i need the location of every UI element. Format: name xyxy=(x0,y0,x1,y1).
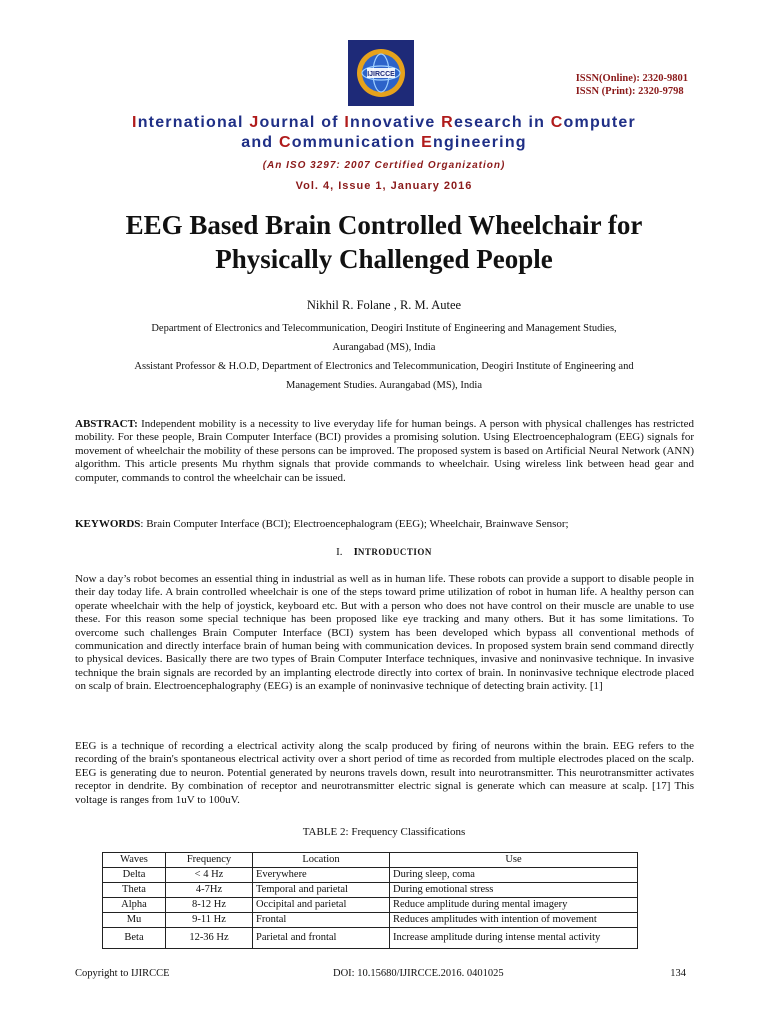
table-cell: Alpha xyxy=(103,898,166,913)
table-header-row xyxy=(103,853,638,868)
certification-line: (An ISO 3297: 2007 Certified Organization) xyxy=(262,160,506,171)
footer-copyright: Copyright to IJIRCCE xyxy=(75,968,170,979)
table-cell: Reduces amplitudes with intention of movement xyxy=(390,913,638,928)
issn-block xyxy=(576,72,688,98)
affiliation-1-line2: Aurangabad (MS), India xyxy=(332,342,436,353)
table-cell: During emotional stress xyxy=(390,883,638,898)
paper-title xyxy=(0,208,768,276)
affiliation-1-line1: Department of Electronics and Telecommunication, Deogiri Institute of Engineering and Management Studies, xyxy=(151,323,617,334)
table-cell: Theta xyxy=(103,883,166,898)
table-cell: Occipital and parietal xyxy=(253,898,390,913)
table-cell: Reduce amplitude during mental imagery xyxy=(390,898,638,913)
table-cell: Temporal and parietal xyxy=(253,883,390,898)
section-title-rest: NTRODUCTION xyxy=(357,547,432,557)
keywords xyxy=(75,518,694,531)
introduction-paragraph-2: EEG is a technique of recording a electrical activity along the scalp produced by firing of neurons within the brain. EEG refers to the recording of the brain's spontaneous electrical activity over a short period of time as recorded from multiple electrodes placed on the scalp. EEG is generating due to neuron. Potential generated by neurons travels down, result into neurotransmitter. This neurotransmitter activates receptor in dendrite. By combination of receptor and neurotransmitter electric signal is generate which can measure at scalp. [17] This voltage is ranges from 1uV to 100uV. xyxy=(75,740,694,806)
table-cell: Mu xyxy=(103,913,166,928)
table-cell: Beta xyxy=(103,928,166,949)
table-cell: Everywhere xyxy=(253,868,390,883)
table-header-cell: Frequency xyxy=(166,853,253,868)
abstract-label: ABSTRACT: xyxy=(75,418,138,430)
table-cell: Delta xyxy=(103,868,166,883)
frequency-table xyxy=(102,852,638,949)
footer-page-number: 134 xyxy=(670,968,686,979)
issn-online: ISSN(Online): 2320-9801 xyxy=(575,73,688,84)
affiliation-2-line1: Assistant Professor & H.O.D, Department of Electronics and Telecommunication, Deogiri Institute of Engineering and xyxy=(134,361,634,372)
table-row xyxy=(103,928,638,949)
paper-title-line2: Physically Challenged People xyxy=(215,244,553,274)
table-cell: Increase amplitude during intense mental activity xyxy=(390,928,638,949)
table-row xyxy=(103,868,638,883)
table-cell: Parietal and frontal xyxy=(253,928,390,949)
table-cell: During sleep, coma xyxy=(390,868,638,883)
keywords-label: KEYWORDS xyxy=(75,518,141,530)
footer-doi: DOI: 10.15680/IJIRCCE.2016. 0401025 xyxy=(333,968,504,979)
journal-title-line2: and Communication Engineering xyxy=(241,134,527,151)
keywords-text: : Brain Computer Interface (BCI); Electroencephalogram (EEG); Wheelchair, Brainwave Sensor; xyxy=(140,518,569,530)
section-first-letter: I xyxy=(353,546,358,558)
journal-title xyxy=(0,113,768,153)
table-cell: Frontal xyxy=(253,913,390,928)
authors: Nikhil R. Folane , R. M. Autee xyxy=(306,298,462,312)
introduction-paragraph-1: Now a day’s robot becomes an essential thing in industrial as well as in human life. These robots can provide a support to disable people in their day today life. A brain controlled wheelchair is one of the steps toward prime utilization of robot in human life. A healthy person can operate wheelchair with the help of joystick, keyboard etc. But with a person who does not have control on their muscle are unable to use these. For this reason some special technique has been proposed like eye tracking and many others. But it has some limitations. To overcome such challenges Brain Computer Interface (BCI) system has been developed which bypass all conventional methods of communication and directly interface brain of human being with communication devices. In proposed system brain send command directly to physical devices. Basically there are two types of Brain Computer Interface techniques, invasive and noninvasive technique. In invasive technique the brain signals are recorded by an implanting electrode directly into cortex of brain. In noninvasive technique electrode placed on scalp of brain. Electroencephalography (EEG) is an example of noninvasive technique of detecting brain activity. [1] xyxy=(75,573,694,693)
table-cell: 8-12 Hz xyxy=(166,898,253,913)
section-number: I. xyxy=(336,546,343,558)
table-row xyxy=(103,898,638,913)
volume-line: Vol. 4, Issue 1, January 2016 xyxy=(295,180,473,192)
table-row xyxy=(103,913,638,928)
affiliations xyxy=(74,319,694,395)
table-header-cell: Use xyxy=(390,853,638,868)
table-cell: 9-11 Hz xyxy=(166,913,253,928)
table-caption: TABLE 2: Frequency Classifications xyxy=(302,826,466,838)
affiliation-2-line2: Management Studies. Aurangabad (MS), India xyxy=(286,380,482,391)
journal-title-line1: International Journal of Innovative Research in Computer xyxy=(132,114,636,131)
table-row xyxy=(103,883,638,898)
abstract xyxy=(75,418,694,485)
abstract-text: Independent mobility is a necessity to live everyday life for human beings. A person with physical challenges has restricted mobility. For these people, Brain Computer Interface (BCI) provides a promising solution. Using Electroencephalogram (EEG) signals for movement of wheelchair the mobility of these persons can be improved. The proposed system is based on Artificial Neural Network (ANN) algorithm. This article presents Mu rhythm signals that provide commands to wheelchair. Using wireless link between head gear and computer, commands to control the wheelchair can be issued. xyxy=(75,418,694,484)
section-heading xyxy=(0,546,768,558)
journal-logo-icon xyxy=(348,40,414,106)
table-header-cell: Location xyxy=(253,853,390,868)
paper-title-line1: EEG Based Brain Controlled Wheelchair for xyxy=(125,210,643,240)
table-header-cell: Waves xyxy=(103,853,166,868)
logo-text: IJIRCCE xyxy=(367,71,395,78)
table-cell: < 4 Hz xyxy=(166,868,253,883)
issn-print: ISSN (Print): 2320-9798 xyxy=(575,86,684,97)
table-cell: 4-7Hz xyxy=(166,883,253,898)
table-cell: 12-36 Hz xyxy=(166,928,253,949)
